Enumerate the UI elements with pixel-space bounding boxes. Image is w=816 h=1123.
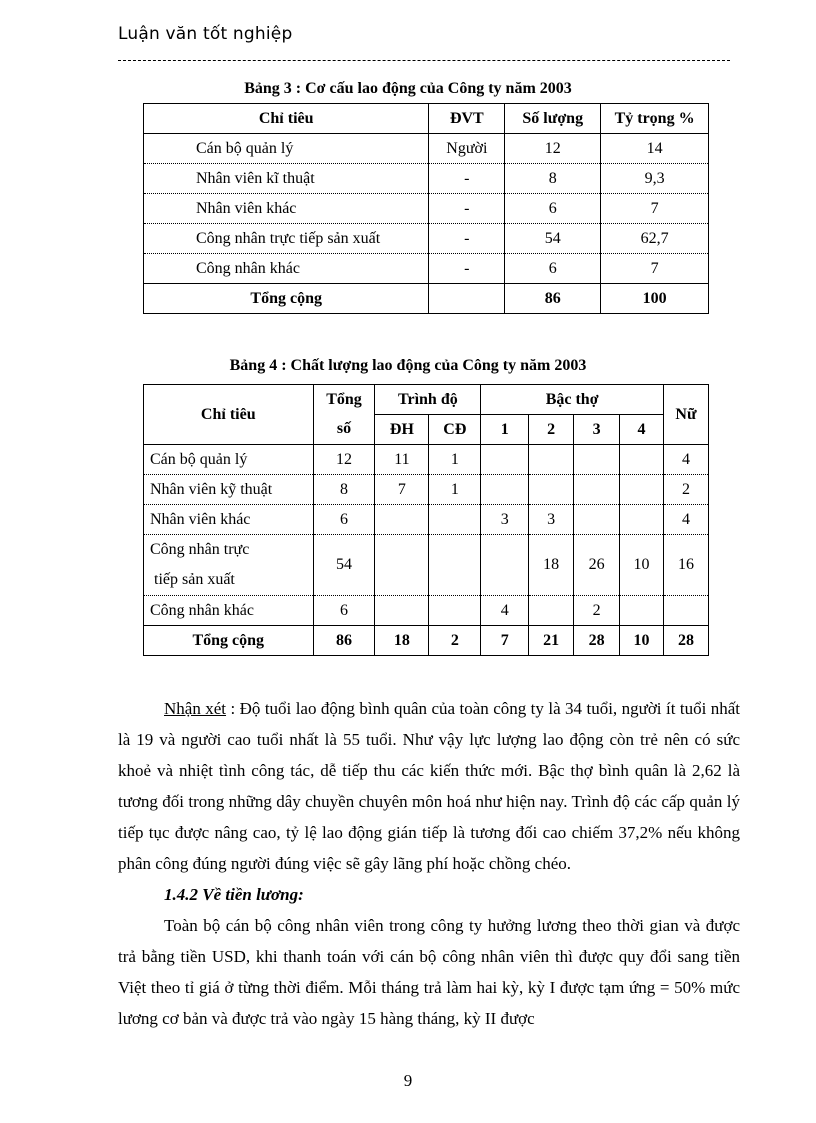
table4-total-cell: 21: [529, 626, 574, 656]
table3-cell: Người: [429, 134, 505, 164]
table4-header-cell: 1: [481, 415, 529, 445]
table-row: [144, 596, 709, 626]
table4-total-row: [144, 626, 709, 656]
table4-cell: [144, 535, 314, 596]
table4-cell: 6: [313, 505, 375, 535]
table4-cell: 18: [529, 535, 574, 596]
table-row: [144, 475, 709, 505]
table-row: [144, 535, 709, 596]
table3-cell: 14: [601, 134, 709, 164]
table4-cell: [574, 475, 620, 505]
table4-cell: [375, 505, 429, 535]
table3-cell: 54: [505, 224, 601, 254]
table4-header-cell: Chỉ tiêu: [144, 385, 314, 445]
body-text: [118, 693, 740, 1034]
table4-cell: 1: [429, 445, 481, 475]
table4-cell: [620, 596, 664, 626]
table4-cell: [529, 475, 574, 505]
table3-total-cell: 100: [601, 284, 709, 314]
table4: [143, 384, 709, 656]
table3-cell: 6: [505, 254, 601, 284]
table3: [143, 103, 709, 314]
table4-cell: 4: [663, 505, 708, 535]
table3-cell: Công nhân trực tiếp sản xuất: [144, 224, 429, 254]
table4-cell: 26: [574, 535, 620, 596]
table4-cell: 4: [481, 596, 529, 626]
table4-row4-label-line1: Công nhân trực: [150, 541, 250, 558]
table3-cell: 8: [505, 164, 601, 194]
table-row: [144, 194, 709, 224]
table4-cell: 54: [313, 535, 375, 596]
table4-total-cell: 10: [620, 626, 664, 656]
table4-cell: [620, 475, 664, 505]
table4-cell: [620, 505, 664, 535]
table4-total-cell: 86: [313, 626, 375, 656]
table4-cell: [481, 475, 529, 505]
table4-header-cell: Bậc thợ: [481, 385, 664, 415]
table3-cell: -: [429, 254, 505, 284]
table4-cell: [663, 596, 708, 626]
table4-cell: [375, 596, 429, 626]
table4-cell: 3: [481, 505, 529, 535]
table4-cell: Nhân viên khác: [144, 505, 314, 535]
note-label: Nhận xét: [164, 699, 227, 718]
table4-total-cell: 28: [574, 626, 620, 656]
table3-header-cell: Số lượng: [505, 104, 601, 134]
table4-cell: 3: [529, 505, 574, 535]
table3-total-cell: Tổng cộng: [144, 284, 429, 314]
table4-total-cell: 2: [429, 626, 481, 656]
table3-cell: 62,7: [601, 224, 709, 254]
note-paragraph: [118, 693, 740, 879]
table4-cell: Cán bộ quản lý: [144, 445, 314, 475]
table3-total-cell: [429, 284, 505, 314]
table4-header-cell: CĐ: [429, 415, 481, 445]
table4-header-row: [144, 385, 709, 415]
table3-header-cell: Tỷ trọng %: [601, 104, 709, 134]
section-heading: 1.4.2 Về tiền lương:: [164, 885, 304, 904]
page-number: 9: [403, 1071, 413, 1090]
table4-cell: 10: [620, 535, 664, 596]
table4-cell: 12: [313, 445, 375, 475]
table3-cell: 9,3: [601, 164, 709, 194]
table-row: [144, 134, 709, 164]
table4-cell: 2: [663, 475, 708, 505]
table3-cell: -: [429, 164, 505, 194]
header-divider: [118, 60, 730, 61]
table3-cell: Công nhân khác: [144, 254, 429, 284]
table4-header-cell: ĐH: [375, 415, 429, 445]
table4-header-cell: Tổng: [313, 385, 375, 415]
table4-header-cell: Nữ: [663, 385, 708, 445]
table4-header-cell: 3: [574, 415, 620, 445]
table3-caption: Bảng 3 : Cơ cấu lao động của Công ty năm 2003: [244, 80, 572, 97]
table4-cell: 2: [574, 596, 620, 626]
table3-cell: -: [429, 224, 505, 254]
table4-caption: Bảng 4 : Chất lượng lao động của Công ty năm 2003: [229, 357, 587, 374]
table3-header-cell: ĐVT: [429, 104, 505, 134]
table4-cell: 1: [429, 475, 481, 505]
table3-cell: 7: [601, 254, 709, 284]
table4-cell: [429, 596, 481, 626]
table4-total-cell: 18: [375, 626, 429, 656]
table3-cell: Nhân viên kĩ thuật: [144, 164, 429, 194]
table4-header-cell: 4: [620, 415, 664, 445]
table4-cell: 4: [663, 445, 708, 475]
table3-cell: 7: [601, 194, 709, 224]
table4-cell: Nhân viên kỹ thuật: [144, 475, 314, 505]
table4-cell: [481, 535, 529, 596]
table3-cell: -: [429, 194, 505, 224]
table3-cell: 12: [505, 134, 601, 164]
table-row: [144, 445, 709, 475]
table-row: [144, 224, 709, 254]
section-paragraph: Toàn bộ cán bộ công nhân viên trong công ty hưởng lương theo thời gian và được trả bằng tiền USD, khi thanh toán với cán bộ công nhân viên thì được quy đổi sang tiền Việt theo tỉ giá ở từng thời điểm. Mỗi tháng trả làm hai kỳ, kỳ I được tạm ứng = 50% mức lương cơ bản và được trả vào ngày 15 hàng tháng, kỳ II được: [118, 916, 740, 1028]
table4-cell: [429, 535, 481, 596]
table4-cell: [375, 535, 429, 596]
table3-cell: Cán bộ quản lý: [144, 134, 429, 164]
table4-cell: 11: [375, 445, 429, 475]
table4-header-cell: Trình độ: [375, 385, 481, 415]
table3-total-row: [144, 284, 709, 314]
table4-row4-label-line2: tiếp sản xuất: [154, 571, 235, 588]
table4-cell: [529, 445, 574, 475]
table4-cell: [529, 596, 574, 626]
table4-header-cell: số: [313, 415, 375, 445]
table4-cell: [481, 445, 529, 475]
table4-total-cell: Tổng cộng: [144, 626, 314, 656]
table3-header-row: [144, 104, 709, 134]
table3-cell: Nhân viên khác: [144, 194, 429, 224]
table4-cell: [620, 445, 664, 475]
table4-cell: [574, 505, 620, 535]
table4-cell: 6: [313, 596, 375, 626]
table3-total-cell: 86: [505, 284, 601, 314]
table4-cell: Công nhân khác: [144, 596, 314, 626]
table4-cell: 8: [313, 475, 375, 505]
header-title: Luận văn tốt nghiệp: [118, 24, 293, 44]
note-text: : Độ tuổi lao động bình quân của toàn công ty là 34 tuổi, người ít tuổi nhất là 19 và người cao tuổi nhất là 55 tuổi. Như vậy lực lượng lao động còn trẻ nên có sức khoẻ và nhiệt tình công tác, dễ tiếp thu các kiến thức mới. Bậc thợ bình quân là 2,62 là tương đối trong những dây chuyền chuyên môn hoá như hiện nay. Trình độ các cấp quản lý tiếp tục được nâng cao, tỷ lệ lao động gián tiếp là tương đối cao chiếm 37,2% nếu không phân công đúng người đúng việc sẽ gây lãng phí hoặc chồng chéo.: [118, 699, 740, 873]
table4-cell: 7: [375, 475, 429, 505]
table-row: [144, 254, 709, 284]
table-row: [144, 505, 709, 535]
table4-cell: [429, 505, 481, 535]
table4-total-cell: 28: [663, 626, 708, 656]
table3-cell: 6: [505, 194, 601, 224]
table3-header-cell: Chỉ tiêu: [144, 104, 429, 134]
table4-header-cell: 2: [529, 415, 574, 445]
table4-cell: 16: [663, 535, 708, 596]
table4-cell: [574, 445, 620, 475]
table4-total-cell: 7: [481, 626, 529, 656]
table-row: [144, 164, 709, 194]
